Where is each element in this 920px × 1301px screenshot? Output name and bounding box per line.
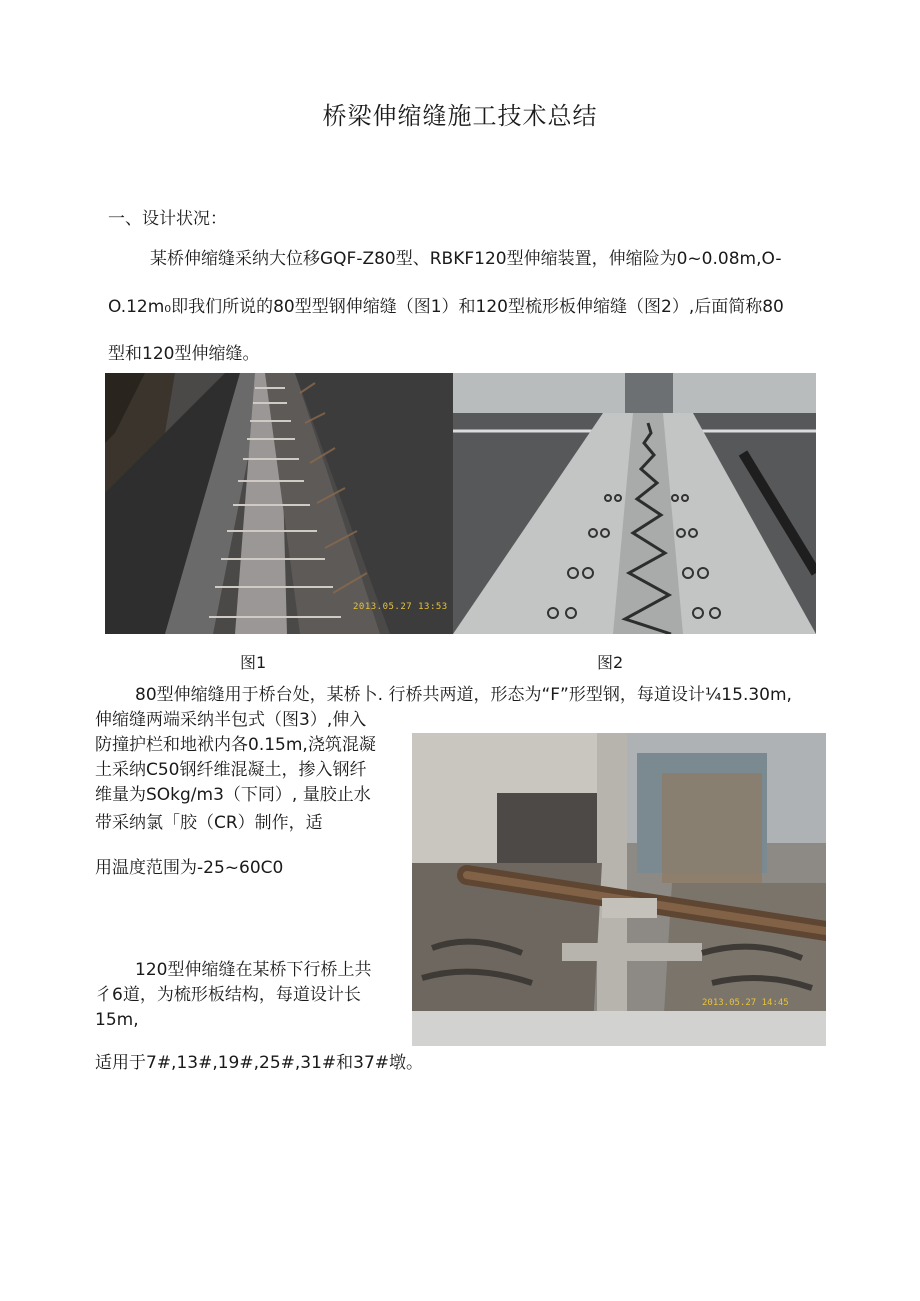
paragraph-line: 防撞护栏和地袱内各0.15m,浇筑混凝 xyxy=(95,735,376,755)
figure-1-caption: 图1 xyxy=(240,653,267,672)
paragraph-line: 120型伸缩缝在某桥下行桥上共 xyxy=(135,960,372,980)
figure-1-timestamp: 2013.05.27 13:53 xyxy=(353,602,448,612)
paragraph-line: 土采纳C50钢纤维混凝土，掺入钢纤 xyxy=(95,760,367,780)
paragraph-line: 15m, xyxy=(95,1010,139,1030)
page-title: 桥梁伸缩缝施工技术总结 xyxy=(322,102,598,130)
figure-3-photo xyxy=(412,733,826,1046)
paragraph-line: 适用于7#,13#,19#,25#,31#和37#墩。 xyxy=(95,1053,424,1073)
figure-1-photo xyxy=(105,373,453,634)
section-heading: 一、设计状况： xyxy=(108,209,227,229)
paragraph-line: 带采纳氯「胶（CR）制作，适 xyxy=(95,813,323,833)
paragraph-line: 某桥伸缩缝采纳大位移GQF-Z80型、RBKF120型伸缩装置，伸缩险为0~0.08m,O- xyxy=(150,249,782,269)
paragraph-line: O.12m₀即我们所说的80型型钢伸缩缝（图1）和120型梳形板伸缩缝（图2）,后面简称80 xyxy=(108,297,784,317)
paragraph-line: 型和120型伸缩缝。 xyxy=(108,344,260,364)
paragraph-line: 彳6道，为梳形板结构，每道设计长 xyxy=(95,985,361,1005)
figure-2-photo xyxy=(453,373,816,634)
paragraph-line: 维量为SOkg/m3（下同）, 量胶止水 xyxy=(95,785,371,805)
paragraph-line: 用温度范围为-25~60C0 xyxy=(95,858,284,878)
figure-2-caption: 图2 xyxy=(597,653,624,672)
paragraph-line: 伸缩缝两端采纳半包式（图3）,伸入 xyxy=(95,710,367,730)
figure-3-timestamp: 2013.05.27 14:45 xyxy=(702,998,789,1008)
paragraph-line: 80型伸缩缝用于桥台处，某桥卜. 行桥共两道，形态为“F”形型钢，每道设计¼15.30m, xyxy=(135,685,792,705)
